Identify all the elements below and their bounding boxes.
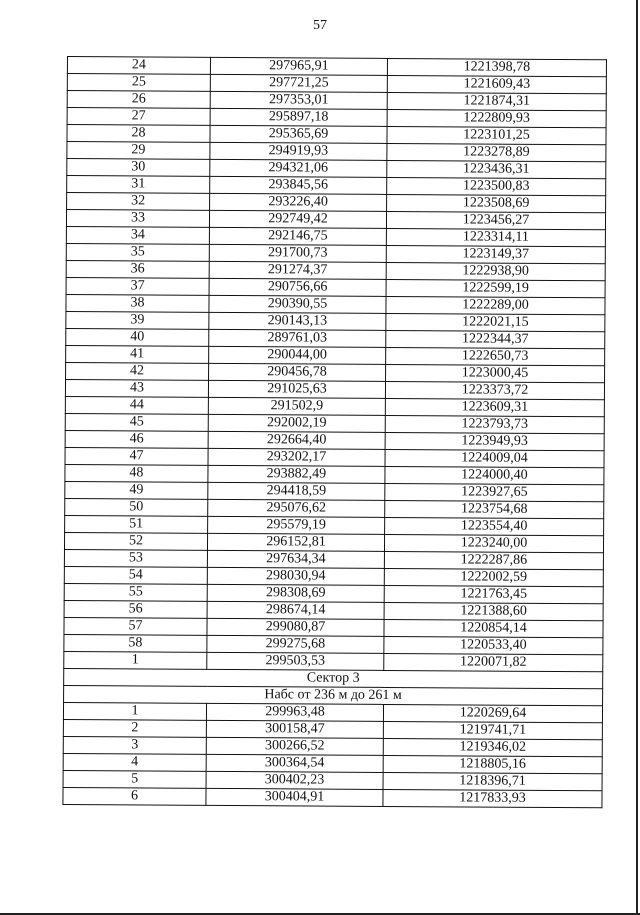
sector-title: Сектор 3	[64, 668, 603, 688]
point-number-cell: 48	[65, 464, 208, 482]
x-coordinate-cell: 290756,66	[209, 278, 386, 296]
point-number-cell: 30	[67, 159, 210, 177]
x-coordinate-cell: 290044,00	[209, 346, 386, 364]
y-coordinate-cell: 1219346,02	[383, 738, 602, 756]
y-coordinate-cell: 1220533,40	[384, 636, 603, 654]
y-coordinate-cell: 1223949,93	[385, 432, 604, 450]
point-number-cell: 37	[66, 277, 209, 295]
x-coordinate-cell: 300404,91	[206, 788, 383, 806]
x-coordinate-cell: 291025,63	[208, 380, 385, 398]
x-coordinate-cell: 291700,73	[209, 244, 386, 262]
y-coordinate-cell: 1223278,89	[387, 143, 606, 161]
y-coordinate-cell: 1222289,00	[386, 296, 605, 314]
y-coordinate-cell: 1222809,93	[387, 109, 606, 127]
page-edge-right	[636, 0, 638, 915]
x-coordinate-cell: 300266,52	[206, 737, 383, 755]
coordinates-rows-part-2	[63, 702, 603, 807]
point-number-cell: 4	[63, 753, 206, 771]
x-coordinate-cell: 291502,9	[208, 397, 385, 415]
point-number-cell: 36	[66, 260, 209, 278]
x-coordinate-cell: 290456,78	[209, 363, 386, 381]
x-coordinate-cell: 300364,54	[206, 754, 383, 772]
point-number-cell: 51	[65, 515, 208, 533]
point-number-cell: 43	[65, 379, 208, 397]
y-coordinate-cell: 1223927,65	[385, 483, 604, 501]
point-number-cell: 34	[66, 226, 209, 244]
point-number-cell: 32	[67, 193, 210, 211]
y-coordinate-cell: 1223609,31	[385, 398, 604, 416]
y-coordinate-cell: 1223314,11	[386, 228, 605, 246]
x-coordinate-cell: 293882,49	[208, 465, 385, 483]
y-coordinate-cell: 1223500,83	[387, 177, 606, 195]
point-number-cell: 49	[65, 481, 208, 499]
page-number: 57	[313, 18, 327, 33]
x-coordinate-cell: 290390,55	[209, 295, 386, 313]
y-coordinate-cell: 1221388,60	[384, 602, 603, 620]
y-coordinate-cell: 1222650,73	[386, 347, 605, 365]
x-coordinate-cell: 297965,91	[210, 57, 387, 75]
y-coordinate-cell: 1222287,86	[384, 551, 603, 569]
x-coordinate-cell: 293845,56	[210, 176, 387, 194]
y-coordinate-cell: 1222938,90	[386, 262, 605, 280]
point-number-cell: 25	[67, 74, 210, 92]
point-number-cell: 50	[65, 498, 208, 516]
x-coordinate-cell: 297353,01	[210, 91, 387, 109]
point-number-cell: 38	[66, 294, 209, 312]
y-coordinate-cell: 1221763,45	[384, 585, 603, 603]
point-number-cell: 56	[64, 600, 207, 618]
y-coordinate-cell: 1222599,19	[386, 279, 605, 297]
point-number-cell: 46	[65, 430, 208, 448]
y-coordinate-cell: 1223754,68	[385, 500, 604, 518]
point-number-cell: 3	[63, 736, 206, 754]
point-number-cell: 41	[66, 345, 209, 363]
y-coordinate-cell: 1221609,43	[387, 75, 606, 93]
point-number-cell: 55	[64, 583, 207, 601]
x-coordinate-cell: 297721,25	[210, 74, 387, 92]
point-number-cell: 5	[63, 770, 206, 788]
point-number-cell: 57	[64, 617, 207, 635]
point-number-cell: 1	[64, 651, 207, 669]
y-coordinate-cell: 1223373,72	[385, 381, 604, 399]
point-number-cell: 45	[65, 413, 208, 431]
y-coordinate-cell: 1223554,40	[385, 517, 604, 535]
y-coordinate-cell: 1221398,78	[387, 58, 606, 76]
y-coordinate-cell: 1223000,45	[386, 364, 605, 382]
y-coordinate-cell: 1223240,00	[384, 534, 603, 552]
y-coordinate-cell: 1217833,93	[383, 789, 602, 807]
point-number-cell: 27	[67, 108, 210, 126]
y-coordinate-cell: 1219741,71	[383, 721, 602, 739]
y-coordinate-cell: 1223456,27	[386, 211, 605, 229]
point-number-cell: 54	[64, 566, 207, 584]
x-coordinate-cell: 291274,37	[209, 261, 386, 279]
y-coordinate-cell: 1222021,15	[386, 313, 605, 331]
x-coordinate-cell: 292664,40	[208, 431, 385, 449]
point-number-cell: 28	[67, 125, 210, 143]
x-coordinate-cell: 298674,14	[207, 601, 384, 619]
point-number-cell: 31	[67, 176, 210, 194]
y-coordinate-cell: 1223436,31	[387, 160, 606, 178]
x-coordinate-cell: 292749,42	[209, 210, 386, 228]
x-coordinate-cell: 299275,68	[207, 635, 384, 653]
y-coordinate-cell: 1220854,14	[384, 619, 603, 637]
x-coordinate-cell: 295365,69	[210, 125, 387, 143]
y-coordinate-cell: 1223101,25	[387, 126, 606, 144]
point-number-cell: 6	[63, 787, 206, 805]
x-coordinate-cell: 292146,75	[209, 227, 386, 245]
x-coordinate-cell: 299963,48	[206, 703, 383, 721]
y-coordinate-cell: 1220071,82	[384, 653, 603, 671]
point-number-cell: 24	[67, 57, 210, 75]
point-number-cell: 33	[66, 210, 209, 228]
x-coordinate-cell: 297634,34	[207, 550, 384, 568]
coordinates-table	[62, 56, 607, 808]
x-coordinate-cell: 293226,40	[210, 193, 387, 211]
point-number-cell: 1	[63, 702, 206, 720]
y-coordinate-cell: 1218396,71	[383, 772, 602, 790]
x-coordinate-cell: 293202,17	[208, 448, 385, 466]
x-coordinate-cell: 298030,94	[207, 567, 384, 585]
x-coordinate-cell: 300402,23	[206, 771, 383, 789]
point-number-cell: 53	[64, 549, 207, 567]
y-coordinate-cell: 1224000,40	[385, 466, 604, 484]
x-coordinate-cell: 300158,47	[206, 720, 383, 738]
y-coordinate-cell: 1222002,59	[384, 568, 603, 586]
point-number-cell: 52	[64, 532, 207, 550]
sector-subtitle: Набс от 236 м до 261 м	[64, 685, 603, 705]
y-coordinate-cell: 1224009,04	[385, 449, 604, 467]
point-number-cell: 29	[67, 142, 210, 160]
x-coordinate-cell: 292002,19	[208, 414, 385, 432]
point-number-cell: 2	[63, 719, 206, 737]
table-row	[63, 787, 602, 807]
x-coordinate-cell: 295076,62	[208, 499, 385, 517]
x-coordinate-cell: 299503,53	[207, 652, 384, 670]
x-coordinate-cell: 299080,87	[207, 618, 384, 636]
y-coordinate-cell: 1223508,69	[387, 194, 606, 212]
point-number-cell: 40	[66, 328, 209, 346]
y-coordinate-cell: 1223149,37	[386, 245, 605, 263]
point-number-cell: 47	[65, 447, 208, 465]
point-number-cell: 26	[67, 91, 210, 109]
point-number-cell: 58	[64, 634, 207, 652]
x-coordinate-cell: 294919,93	[210, 142, 387, 160]
point-number-cell: 35	[66, 243, 209, 261]
x-coordinate-cell: 296152,81	[207, 533, 384, 551]
x-coordinate-cell: 295897,18	[210, 108, 387, 126]
x-coordinate-cell: 294418,59	[208, 482, 385, 500]
y-coordinate-cell: 1220269,64	[383, 704, 602, 722]
sector-header	[64, 668, 603, 705]
y-coordinate-cell: 1221874,31	[387, 92, 606, 110]
x-coordinate-cell: 289761,03	[209, 329, 386, 347]
coordinates-rows-part-1	[64, 57, 607, 672]
point-number-cell: 44	[65, 396, 208, 414]
x-coordinate-cell: 298308,69	[207, 584, 384, 602]
point-number-cell: 42	[66, 362, 209, 380]
y-coordinate-cell: 1222344,37	[386, 330, 605, 348]
y-coordinate-cell: 1223793,73	[385, 415, 604, 433]
x-coordinate-cell: 295579,19	[208, 516, 385, 534]
point-number-cell: 39	[66, 311, 209, 329]
y-coordinate-cell: 1218805,16	[383, 755, 602, 773]
x-coordinate-cell: 294321,06	[210, 159, 387, 177]
x-coordinate-cell: 290143,13	[209, 312, 386, 330]
